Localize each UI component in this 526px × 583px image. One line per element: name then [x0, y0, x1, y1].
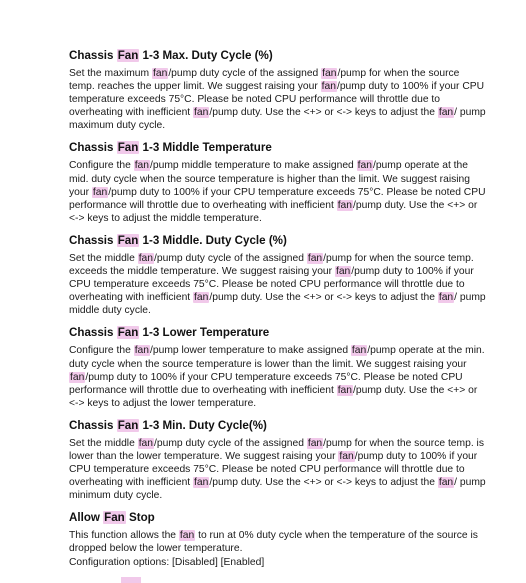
- search-highlight: Fan: [117, 418, 139, 432]
- section-title: Allow Fan Stop: [69, 511, 155, 525]
- search-highlight-clipped: [121, 577, 141, 583]
- section-body: This function allows the fan to run at 0% duty cycle when the temperature of the source is dropped below the lower temperature.: [69, 530, 478, 555]
- search-highlight: fan: [138, 437, 154, 449]
- section-middle-duty-cycle: [69, 233, 486, 317]
- section-min-duty-cycle: [69, 418, 486, 502]
- search-highlight: fan: [335, 266, 351, 278]
- search-highlight: fan: [438, 107, 454, 119]
- search-highlight: fan: [321, 81, 336, 93]
- search-highlight: fan: [152, 68, 168, 79]
- search-highlight: fan: [134, 345, 150, 357]
- search-highlight: fan: [70, 371, 85, 383]
- section-title: Chassis Fan 1-3 Min. Duty Cycle(%): [69, 418, 267, 432]
- search-highlight: fan: [92, 186, 108, 198]
- search-highlight: fan: [337, 384, 353, 396]
- search-highlight: fan: [194, 292, 209, 304]
- section-middle-temperature: [69, 140, 486, 224]
- search-highlight: fan: [339, 450, 354, 462]
- section-body: Set the middle fan/pump duty cycle of the assigned fan/pump for when the source temp. is lower than the lower temperature. We suggest raising your fan/pump duty to 100% if your CPU temperature exceeds 75°C. Please be noted CPU performance will throttle due to overheating with inefficient fan/pump duty. Use the <+> or <-> keys to adjust the fan/ pump minimum duty cycle.: [69, 437, 486, 502]
- search-highlight: fan: [138, 252, 154, 264]
- search-highlight: fan: [438, 292, 454, 304]
- section-body: Configure the fan/pump lower temperature to make assigned fan/pump operate at the min. duty cycle when the source temperature is lower than the limit. We suggest raising your fan/pump duty to 100% if your CPU temperature exceeds 75°C. Please be noted CPU performance will throttle due to overheating with inefficient fan/pump duty. Use the <+> or <-> keys to adjust the lower temperature.: [69, 345, 485, 409]
- search-highlight: fan: [438, 477, 454, 489]
- section-body: Set the maximum fan/pump duty cycle of the assigned fan/pump for when the source temp. reaches the upper limit. We suggest raising your fan/pump duty to 100% if your CPU temperature exceeds 75°C. Please be noted CPU performance will throttle due to overheating with inefficient fan/pump duty. Use the <+> or <-> keys to adjust the fan/ pump maximum duty cycle.: [69, 68, 486, 132]
- search-highlight: fan: [357, 160, 372, 172]
- section-lower-temperature: [69, 325, 486, 409]
- search-highlight: fan: [194, 107, 209, 119]
- search-highlight: fan: [322, 68, 337, 79]
- search-highlight: fan: [134, 160, 150, 172]
- section-title: Chassis Fan 1-3 Middle Temperature: [69, 141, 272, 155]
- section-max-duty-cycle: [69, 48, 486, 132]
- search-highlight: fan: [337, 199, 353, 211]
- search-highlight: Fan: [117, 49, 139, 62]
- section-body: Set the middle fan/pump duty cycle of the assigned fan/pump for when the source temp. exceeds the middle temperature. We suggest raising your fan/pump duty to 100% if your CPU temperature exceeds 75°C. Please be noted CPU performance will throttle due to overheating with inefficient fan/pump duty. Use the <+> or <-> keys to adjust the fan/ pump middle duty cycle.: [69, 252, 486, 317]
- search-highlight: Fan: [104, 511, 125, 525]
- section-title: Chassis Fan 1-3 Lower Temperature: [69, 326, 270, 340]
- configuration-options: Configuration options: [Disabled] [Enabled]: [69, 556, 265, 568]
- section-title: Chassis Fan 1-3 Middle. Duty Cycle (%): [69, 233, 287, 247]
- section-allow-fan-stop: [69, 510, 486, 568]
- search-highlight: Fan: [117, 141, 139, 155]
- search-highlight: fan: [307, 252, 323, 264]
- search-highlight: fan: [179, 530, 195, 542]
- search-highlight: Fan: [117, 233, 139, 247]
- section-body: Configure the fan/pump middle temperature to make assigned fan/pump operate at the mid. duty cycle when the source temperature is higher than the limit. We suggest raising your fan/pump duty to 100% if your CPU temperature exceeds 75°C. Please be noted CPU performance will throttle due to overheating with inefficient fan/pump duty. Use the <+> or <-> keys to adjust the middle temperature.: [69, 160, 486, 224]
- search-highlight: fan: [194, 477, 209, 489]
- search-highlight: fan: [351, 345, 367, 357]
- search-highlight: fan: [307, 437, 323, 449]
- section-title: Chassis Fan 1-3 Max. Duty Cycle (%): [69, 49, 273, 62]
- search-highlight: Fan: [117, 326, 139, 340]
